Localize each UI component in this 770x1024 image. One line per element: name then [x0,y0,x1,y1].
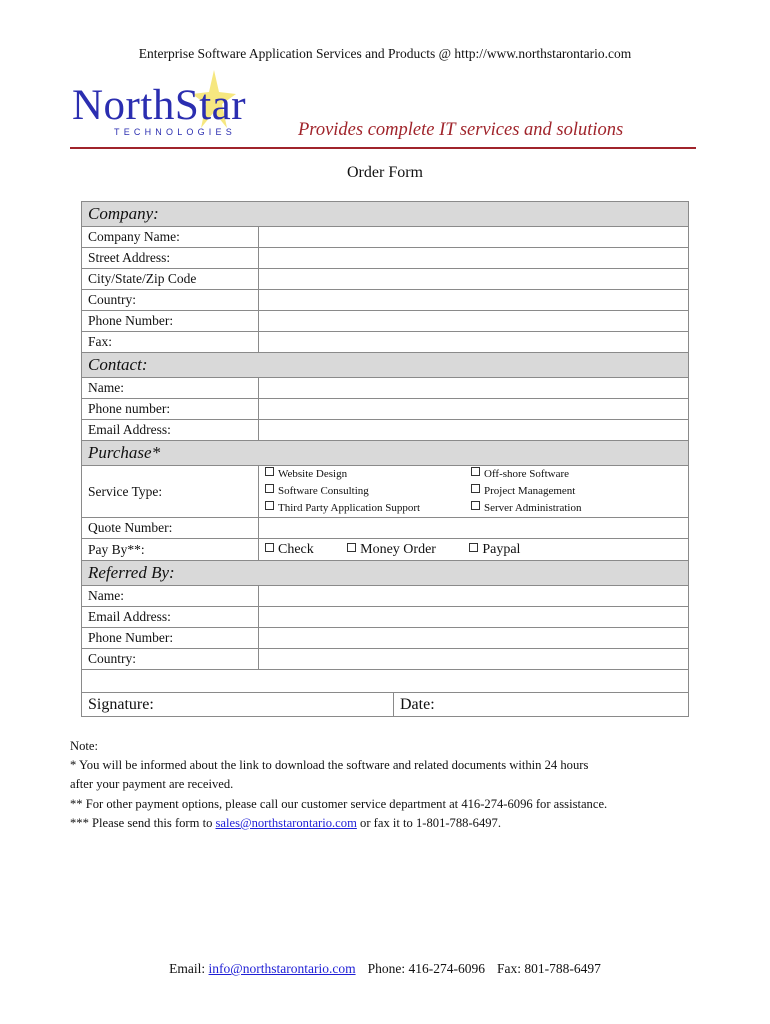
date-field[interactable] [394,693,689,717]
field-label: Phone number: [82,399,259,420]
tagline: Provides complete IT services and solutions [298,120,624,140]
date-label: Date: [400,695,435,713]
country-field[interactable] [259,290,689,311]
form-row [82,227,689,248]
note-line: ** For other payment options, please call our customer service department at 416-274-6096 for assistance. [70,796,608,811]
field-label: Name: [82,378,259,399]
form-row [82,518,689,539]
section-referred-by [82,561,689,586]
service-option[interactable]: Off-shore Software [471,466,682,483]
city-state-zip-field[interactable] [259,269,689,290]
footer-fax: Fax: 801-788-6497 [496,961,601,976]
section-heading: Referred By: [82,561,689,586]
referrer-country-field[interactable] [259,649,689,670]
notes-block [70,737,710,833]
form-row [82,628,689,649]
form-row [82,248,689,269]
field-label: Fax: [82,332,259,353]
form-row [82,466,689,518]
section-purchase [82,441,689,466]
form-row [82,649,689,670]
field-label: Email Address: [82,607,259,628]
form-row [82,269,689,290]
footer-phone: Phone: 416-274-6096 [367,961,485,976]
service-option[interactable]: Third Party Application Support [265,500,471,517]
field-label: Company Name: [82,227,259,248]
header-divider [70,147,696,149]
field-label: City/State/Zip Code [82,269,259,290]
checkbox-icon[interactable] [471,467,480,476]
field-label: Country: [82,649,259,670]
field-label: Country: [82,290,259,311]
footer-email-label: Email: [169,961,209,976]
form-row [82,378,689,399]
form-row [82,420,689,441]
service-option[interactable]: Website Design [265,466,471,483]
pay-option-check[interactable]: Check [265,540,314,560]
top-banner: Enterprise Software Application Services and Products @ http://www.northstarontario.com [138,46,632,61]
checkbox-icon[interactable] [347,543,356,552]
order-form-table [81,201,689,693]
contact-phone-field[interactable] [259,399,689,420]
section-heading: Company: [82,202,689,227]
street-address-field[interactable] [259,248,689,269]
form-row [82,607,689,628]
service-option[interactable]: Software Consulting [265,483,471,500]
note-line: after your payment are received. [70,777,234,792]
checkbox-icon[interactable] [265,543,274,552]
field-label: Street Address: [82,248,259,269]
section-heading: Purchase* [82,441,689,466]
phone-number-field[interactable] [259,311,689,332]
form-row [82,290,689,311]
quote-number-field[interactable] [259,518,689,539]
signature-field[interactable] [82,693,394,717]
referrer-phone-field[interactable] [259,628,689,649]
referrer-email-field[interactable] [259,607,689,628]
checkbox-icon[interactable] [471,484,480,493]
signature-label: Signature: [88,695,154,713]
form-row [82,586,689,607]
field-label: Phone Number: [82,311,259,332]
field-label: Quote Number: [82,518,259,539]
company-name-field[interactable] [259,227,689,248]
form-row [82,332,689,353]
note-line: *** Please send this form to sales@northstarontario.com or fax it to 1-801-788-6497. [70,815,501,830]
footer [0,961,770,977]
field-label: Service Type: [82,466,259,518]
service-option[interactable]: Server Administration [471,500,682,517]
form-row [82,399,689,420]
field-label: Pay By**: [82,539,259,561]
northstar-logo [72,72,272,142]
logo-wordmark: NorthStar [72,82,247,129]
section-contact [82,353,689,378]
field-label: Email Address: [82,420,259,441]
service-option[interactable]: Project Management [471,483,682,500]
signature-row [82,693,689,717]
notes-heading: Note: [70,739,98,753]
logo-subtext: TECHNOLOGIES [114,127,236,137]
field-label: Name: [82,586,259,607]
service-type-options [259,466,689,518]
contact-name-field[interactable] [259,378,689,399]
pay-by-options [259,539,689,561]
form-row [82,311,689,332]
fax-field[interactable] [259,332,689,353]
field-label: Phone Number: [82,628,259,649]
checkbox-icon[interactable] [469,543,478,552]
spacer-row [82,670,689,693]
pay-option-money-order[interactable]: Money Order [347,540,436,560]
checkbox-icon[interactable] [471,501,480,510]
form-title: Order Form [347,164,423,181]
form-row [82,539,689,561]
note-line: * You will be informed about the link to download the software and related documents within 24 hours [70,758,589,773]
pay-option-paypal[interactable]: Paypal [469,540,520,560]
blank-cell [82,670,689,693]
signature-table [81,692,689,717]
section-heading: Contact: [82,353,689,378]
footer-email-link[interactable]: info@northstarontario.com [208,961,356,976]
referrer-name-field[interactable] [259,586,689,607]
section-company [82,202,689,227]
sales-email-link[interactable]: sales@northstarontario.com [215,815,357,830]
checkbox-icon[interactable] [265,484,274,493]
checkbox-icon[interactable] [265,467,274,476]
contact-email-field[interactable] [259,420,689,441]
checkbox-icon[interactable] [265,501,274,510]
